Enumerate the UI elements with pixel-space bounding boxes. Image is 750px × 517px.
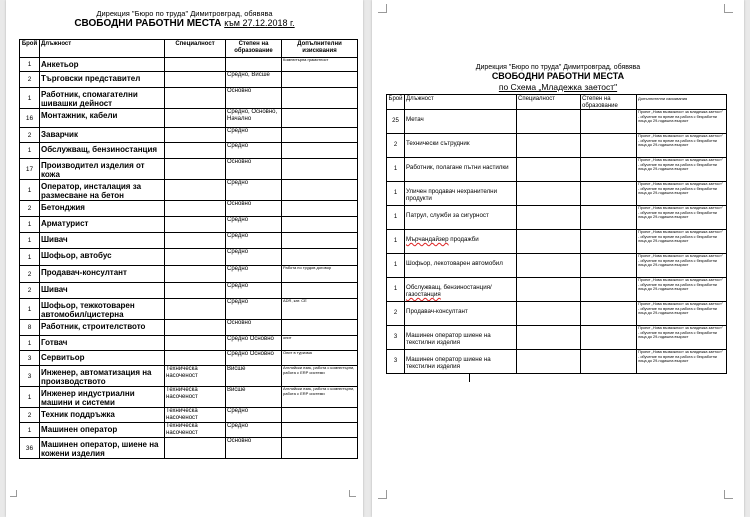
table-row <box>387 278 727 302</box>
cell-edu <box>581 278 637 302</box>
cell-count: 2 <box>20 266 40 283</box>
cell-name: Инженер индустриални машини и системи <box>40 387 165 408</box>
cell-name: Шофьор, автобус <box>40 249 165 266</box>
cell-spec <box>517 350 581 374</box>
table-row <box>20 266 358 283</box>
cell-count: 3 <box>20 351 40 366</box>
cell-extra <box>282 180 358 201</box>
crop-mark <box>724 490 733 499</box>
cell-count: 17 <box>20 159 40 180</box>
cell-name: Машинен оператор, шиене на кожени изделия <box>40 438 165 459</box>
cell-count: 25 <box>387 110 405 134</box>
table-row <box>20 423 358 438</box>
cell-name: Бетонджия <box>40 201 165 217</box>
cell-name: Продавач-консултант <box>405 302 517 326</box>
cell-name: Оператор, инсталация за размесване на бетон <box>40 180 165 201</box>
cell-count: 3 <box>20 366 40 387</box>
cell-edu: Основно <box>226 320 282 336</box>
cell-extra <box>282 159 358 180</box>
cell-edu: Средно Основно <box>226 351 282 366</box>
crop-mark <box>349 490 356 497</box>
cell-count: 8 <box>20 320 40 336</box>
cell-extra <box>282 423 358 438</box>
cell-edu: Висше <box>226 387 282 408</box>
cell-name: Работник, полагане пътни настилки <box>405 158 517 182</box>
cell-count: 16 <box>20 109 40 128</box>
crop-mark <box>10 490 17 497</box>
column-header: Специалност <box>517 95 581 110</box>
page-header-line: Дирекция "Бюро по труда" Димитровград, обявява <box>475 64 641 71</box>
cell-extra <box>282 109 358 128</box>
cell-spec <box>165 58 226 72</box>
cell-count: 1 <box>387 230 405 254</box>
cell-name: Патрул, служби за сигурност <box>405 206 517 230</box>
cell-name: Шофьор, лекотоварен автомобил <box>405 254 517 278</box>
cell-count: 1 <box>20 180 40 201</box>
cell-extra: Проект „Нова възможност за младежка заетост" - обучение по време на работа с безработни лица до 29-годишна възраст <box>637 110 727 134</box>
table-row <box>20 299 358 320</box>
cell-spec <box>165 88 226 109</box>
cell-edu: Средно <box>226 233 282 249</box>
cell-edu: Средно, Основно, Начално <box>226 109 282 128</box>
cell-edu: Висше <box>226 366 282 387</box>
youth-vacancies-table <box>386 94 727 374</box>
cell-edu <box>581 134 637 158</box>
cell-extra: Проект „Нова възможност за младежка заетост" - обучение по време на работа с безработни лица до 29-годишна възраст <box>637 278 727 302</box>
cell-spec <box>165 351 226 366</box>
cell-count: 1 <box>387 278 405 302</box>
table-row <box>387 350 727 374</box>
cell-name: Техник поддръжка <box>40 408 165 423</box>
cell-name: Готвач <box>40 336 165 351</box>
cell-extra: Компютърна грамотност <box>282 58 358 72</box>
table-row <box>20 249 358 266</box>
cell-name: Работник, спомагателни шивашки дейност <box>40 88 165 109</box>
cell-spec <box>517 110 581 134</box>
cell-spec <box>165 438 226 459</box>
cell-edu: Средно <box>226 266 282 283</box>
cell-extra <box>282 438 358 459</box>
table-row <box>20 201 358 217</box>
column-header: Брой <box>20 40 40 58</box>
cell-extra: Проект „Нова възможност за младежка заетост" - обучение по време на работа с безработни лица до 29-годишна възраст <box>637 206 727 230</box>
table-row <box>20 366 358 387</box>
cell-name: Производител изделия от кожа <box>40 159 165 180</box>
cell-count: 1 <box>387 254 405 278</box>
cell-edu <box>581 110 637 134</box>
cell-spec: Техническа насоченост <box>165 366 226 387</box>
column-header: Степен на образование <box>226 40 282 58</box>
cell-extra <box>282 320 358 336</box>
cell-count: 1 <box>20 88 40 109</box>
document-page-left <box>6 0 363 517</box>
cell-edu: Средно <box>226 128 282 143</box>
cell-name: Уличен продавач нехранителни продукти <box>405 182 517 206</box>
cell-count: 3 <box>387 350 405 374</box>
cell-spec <box>165 180 226 201</box>
cell-extra: Проект „Нова възможност за младежка заетост" - обучение по време на работа с безработни лица до 29-годишна възраст <box>637 158 727 182</box>
cell-count: 1 <box>20 217 40 233</box>
cell-spec <box>165 159 226 180</box>
cell-extra <box>282 249 358 266</box>
cell-edu <box>581 158 637 182</box>
table-body <box>387 110 727 374</box>
cell-name: Шивач <box>40 233 165 249</box>
table-row <box>20 109 358 128</box>
cell-edu: Средно <box>226 180 282 201</box>
cell-spec <box>517 158 581 182</box>
cell-count: 2 <box>20 408 40 423</box>
cell-edu <box>581 230 637 254</box>
cell-spec <box>165 128 226 143</box>
cell-edu <box>581 182 637 206</box>
cell-spec: Техническа насоченост <box>165 423 226 438</box>
cell-name: Мърчандайзер продажби <box>405 230 517 254</box>
cell-extra <box>282 88 358 109</box>
page-subtitle <box>372 82 744 92</box>
cell-name: Арматурист <box>40 217 165 233</box>
cell-extra: Проект „Нова възможност за младежка заетост" - обучение по време на работа с безработни лица до 29-годишна възраст <box>637 302 727 326</box>
cell-spec <box>165 72 226 88</box>
table-row <box>387 230 727 254</box>
cell-edu: Средно <box>226 143 282 159</box>
page-date: към 27.12.2018 г. <box>224 18 295 28</box>
cell-edu: Основно <box>226 438 282 459</box>
cell-spec <box>165 249 226 266</box>
cell-name: Търговски представител <box>40 72 165 88</box>
cell-edu <box>581 350 637 374</box>
column-header: Брой <box>387 95 405 110</box>
column-header: Допълнителни изисквания <box>637 95 727 110</box>
cell-count: 2 <box>20 201 40 217</box>
cell-extra: опит <box>282 336 358 351</box>
column-header: Длъжност <box>405 95 517 110</box>
table-row <box>20 88 358 109</box>
cell-extra: Проект „Нова възможност за младежка заетост" - обучение по време на работа с безработни лица до 29-годишна възраст <box>637 134 727 158</box>
cell-extra <box>282 217 358 233</box>
cell-edu: Средно, Висше <box>226 72 282 88</box>
cell-count: 3 <box>387 326 405 350</box>
table-row <box>387 134 727 158</box>
cell-count: 1 <box>20 58 40 72</box>
cell-count: 2 <box>20 128 40 143</box>
cell-edu <box>581 326 637 350</box>
cell-spec <box>517 182 581 206</box>
table-row <box>387 206 727 230</box>
table-row <box>20 438 358 459</box>
cell-extra: Проект „Нова възможност за младежка заетост" - обучение по време на работа с безработни лица до 29-годишна възраст <box>637 326 727 350</box>
cell-edu <box>581 206 637 230</box>
cell-edu: Основно <box>226 88 282 109</box>
page-header-line: Дирекция "Бюро по труда" Димитровград, обявява <box>96 9 273 18</box>
table-row <box>20 217 358 233</box>
cell-spec <box>165 201 226 217</box>
cell-edu: Средно <box>226 249 282 266</box>
cell-name: Машинен оператор шиене на текстилни изделия <box>405 326 517 350</box>
cell-extra <box>282 128 358 143</box>
column-header: Допълнителни изисквания <box>282 40 358 58</box>
cell-extra <box>282 143 358 159</box>
table-row <box>20 351 358 366</box>
cell-edu: Средно <box>226 217 282 233</box>
cell-name: Работник, строителството <box>40 320 165 336</box>
cell-extra: Английски език, работа с компютърни, работа с ERP системи <box>282 387 358 408</box>
cell-extra <box>282 72 358 88</box>
cell-extra: Английски език, работа с компютърни, работа с ERP системи <box>282 366 358 387</box>
table-row <box>20 387 358 408</box>
table-row <box>387 158 727 182</box>
cell-name: Обслужващ, бензиностанция/газостанция <box>405 278 517 302</box>
cell-spec <box>165 109 226 128</box>
table-row <box>20 128 358 143</box>
page-title <box>6 18 363 29</box>
cell-extra: ADR, кат. СЕ <box>282 299 358 320</box>
cell-name: Машинен оператор <box>40 423 165 438</box>
page-title-text: СВОБОДНИ РАБОТНИ МЕСТА <box>74 18 222 29</box>
vacancies-table <box>19 39 358 459</box>
table-row <box>20 58 358 72</box>
cell-count: 1 <box>20 143 40 159</box>
table-row <box>20 180 358 201</box>
column-header: Степен на образование <box>581 95 637 110</box>
cell-spec: Техническа насоченост <box>165 408 226 423</box>
cell-spec: Техническа насоченост <box>165 387 226 408</box>
cell-name: Анкетьор <box>40 58 165 72</box>
crop-mark <box>724 4 733 13</box>
cell-count: 2 <box>20 72 40 88</box>
cell-edu: Средно <box>226 283 282 299</box>
cell-extra: Работа по трудов договор <box>282 266 358 283</box>
table-row <box>387 110 727 134</box>
cell-count: 1 <box>20 233 40 249</box>
cell-name: Сервитьор <box>40 351 165 366</box>
cell-edu: Средно Основно <box>226 336 282 351</box>
cell-edu: Основно <box>226 201 282 217</box>
cell-edu: Средно <box>226 299 282 320</box>
table-row <box>20 336 358 351</box>
cell-count: 2 <box>387 302 405 326</box>
cell-extra <box>282 283 358 299</box>
cell-name: Обслужващ, бензиностанция <box>40 143 165 159</box>
cell-count: 1 <box>20 336 40 351</box>
cell-name: Продавач-консултант <box>40 266 165 283</box>
cell-name: Шофьор, тежкотоварен автомобил/цистерна <box>40 299 165 320</box>
cell-spec <box>517 206 581 230</box>
table-body <box>20 58 358 459</box>
table-row <box>20 72 358 88</box>
cell-spec <box>517 230 581 254</box>
cell-extra: Проект „Нова възможност за младежка заетост" - обучение по време на работа с безработни лица до 29-годишна възраст <box>637 182 727 206</box>
cell-count: 36 <box>20 438 40 459</box>
cell-extra <box>282 233 358 249</box>
table-row <box>20 283 358 299</box>
column-header: Длъжност <box>40 40 165 58</box>
table-row <box>387 302 727 326</box>
cell-edu: Основно <box>226 159 282 180</box>
cell-spec <box>165 217 226 233</box>
cell-spec <box>165 143 226 159</box>
cell-spec <box>165 299 226 320</box>
text-cursor[interactable] <box>469 373 470 382</box>
table-row <box>20 233 358 249</box>
cell-extra: Опит в туризма <box>282 351 358 366</box>
cell-extra: Проект „Нова възможност за младежка заетост" - обучение по време на работа с безработни лица до 29-годишна възраст <box>637 254 727 278</box>
table-row <box>387 182 727 206</box>
cell-extra <box>282 201 358 217</box>
table-row <box>20 143 358 159</box>
table-header-row <box>20 40 358 58</box>
cell-spec <box>165 320 226 336</box>
cell-spec <box>165 233 226 249</box>
table-row <box>387 326 727 350</box>
cell-spec <box>517 326 581 350</box>
spellcheck-mark: газостанция <box>406 291 441 298</box>
table-row <box>20 408 358 423</box>
cell-edu <box>581 302 637 326</box>
cell-extra: Проект „Нова възможност за младежка заетост" - обучение по време на работа с безработни лица до 29-годишна възраст <box>637 350 727 374</box>
cell-name: Инженер, автоматизация на производството <box>40 366 165 387</box>
cell-count: 1 <box>20 249 40 266</box>
cell-count: 1 <box>20 387 40 408</box>
table-row <box>20 320 358 336</box>
cell-count: 1 <box>387 206 405 230</box>
table-header-row <box>387 95 727 110</box>
cell-spec <box>517 278 581 302</box>
cell-spec <box>165 336 226 351</box>
cell-count: 1 <box>387 158 405 182</box>
cell-name: Заварчик <box>40 128 165 143</box>
cell-name: Машинен оператор шиене на текстилни изделия <box>405 350 517 374</box>
scheme-name: по Схема „Младежка заетост" <box>498 82 618 92</box>
cell-count: 2 <box>387 134 405 158</box>
column-header: Специалност <box>165 40 226 58</box>
cell-name: Монтажник, кабели <box>40 109 165 128</box>
cell-edu <box>226 58 282 72</box>
cell-spec <box>517 134 581 158</box>
table-row <box>20 159 358 180</box>
cell-count: 1 <box>20 423 40 438</box>
cell-spec <box>517 254 581 278</box>
page-title: СВОБОДНИ РАБОТНИ МЕСТА <box>491 71 625 81</box>
crop-mark <box>378 490 387 499</box>
cell-spec <box>165 283 226 299</box>
cell-name: Шивач <box>40 283 165 299</box>
cell-count: 1 <box>387 182 405 206</box>
cell-edu <box>581 254 637 278</box>
cell-extra: Проект „Нова възможност за младежка заетост" - обучение по време на работа с безработни лица до 29-годишна възраст <box>637 230 727 254</box>
cell-edu: Средно <box>226 423 282 438</box>
cell-spec <box>165 266 226 283</box>
crop-mark <box>378 4 387 13</box>
document-page-right <box>372 0 744 517</box>
cell-spec <box>517 302 581 326</box>
cell-edu: Средно <box>226 408 282 423</box>
cell-count: 1 <box>20 299 40 320</box>
table-row <box>387 254 727 278</box>
spellcheck-mark: Мърчандайзер <box>406 236 449 243</box>
cell-name: Технически сътрудник <box>405 134 517 158</box>
cell-count: 2 <box>20 283 40 299</box>
cell-extra <box>282 408 358 423</box>
cell-name: Метач <box>405 110 517 134</box>
